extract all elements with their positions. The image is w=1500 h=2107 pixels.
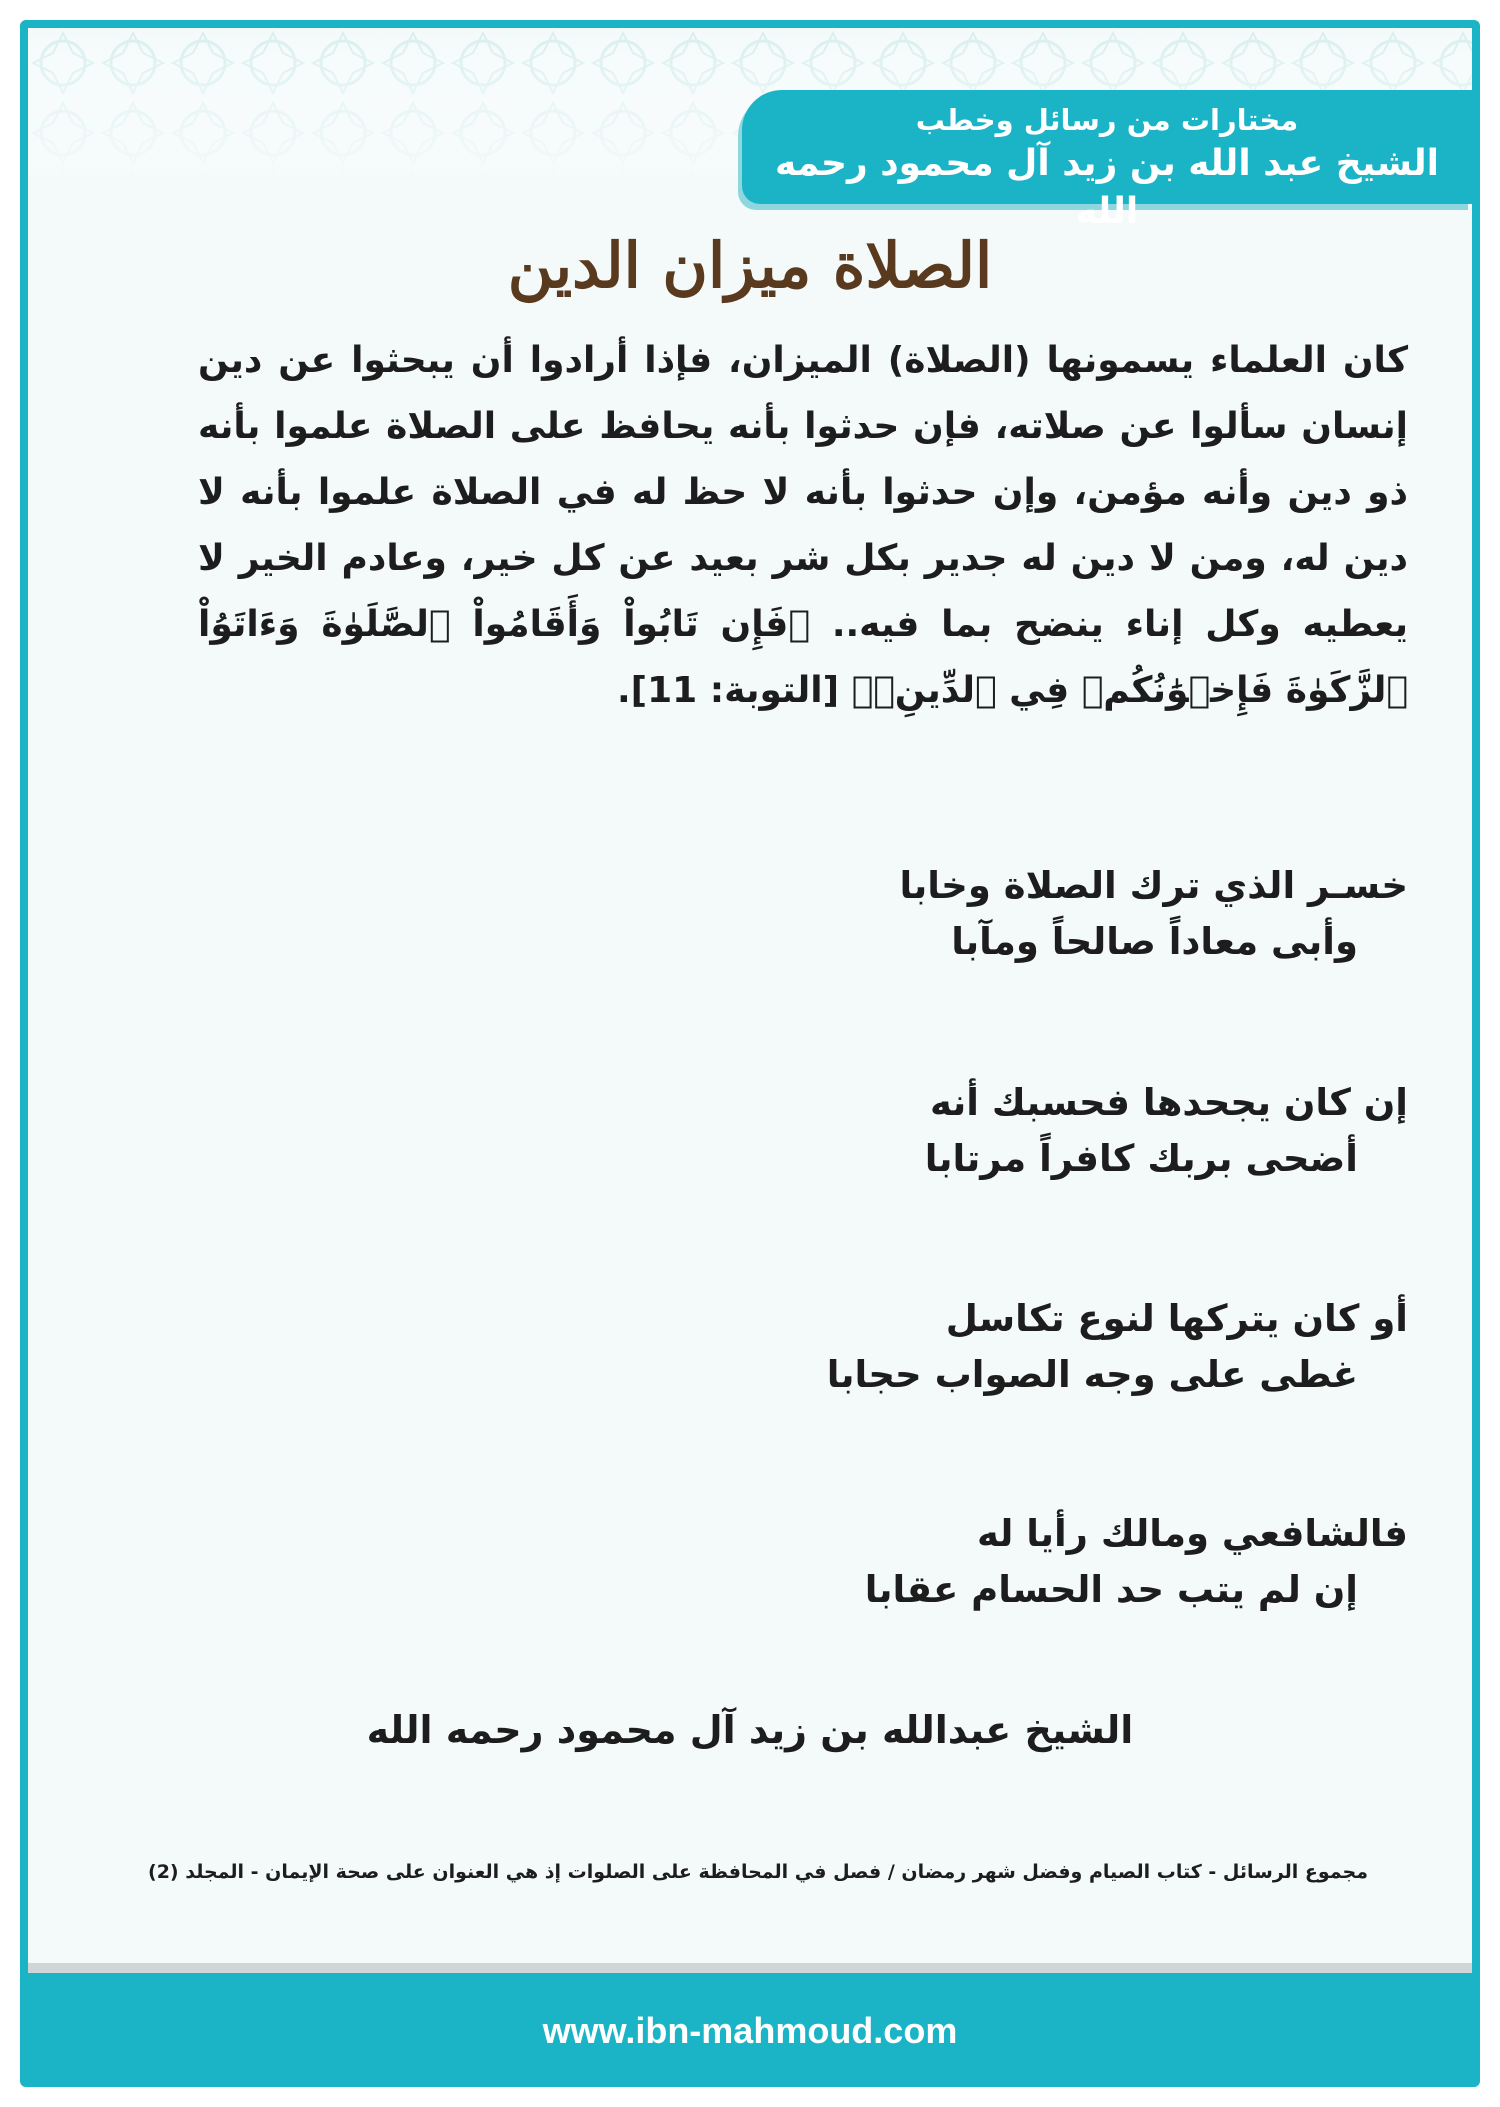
poem-verse-2 [408,1075,1408,1187]
website-link[interactable]: www.ibn-mahmoud.com [542,2010,958,2051]
header-author: الشيخ عبد الله بن زيد آل محمود رحمه الله [775,143,1439,232]
author-signature: الشيخ عبدالله بن زيد آل محمود رحمه الله [366,1708,1134,1752]
page-frame [20,20,1480,2087]
content-sheet [28,28,1472,1963]
verse-first-half: إن كان يجحدها فحسبك أنه [929,1081,1408,1124]
header-banner [742,90,1472,232]
poem-verse-1 [408,858,1408,970]
verse-second-half: إن لم يتب حد الحسام عقابا [864,1568,1358,1611]
header-subtitle: مختارات من رسائل وخطب [915,103,1299,137]
poem-verse-3 [408,1291,1408,1403]
poem-verse-4 [408,1506,1408,1618]
verse-second-half: وأبى معاداً صالحاً ومآبا [951,920,1358,963]
verse-second-half: أضحى بربك كافراً مرتابا [924,1137,1358,1180]
verse-first-half: أو كان يتركها لنوع تكاسل [945,1297,1408,1340]
body-paragraph: كان العلماء يسمونها (الصلاة) الميزان، فإذا أرادوا أن يبحثوا عن دين إنسان سألوا عن صلاته، فإن حدثوا بأنه يحافظ على الصلاة علموا بأنه ذو دين وأنه مؤمن، وإن حدثوا بأنه لا حظ له في الصلاة علموا بأنه لا دين له، ومن لا دين له جدير بكل شر بعيد عن كل خير، وعادم الخير لا يعطيه وكل إناء ينضح بما فيه.. ﴿فَإِن تَابُواْ وَأَقَامُواْ ٱلصَّلَوٰةَ وَءَاتَوُاْ ٱلزَّكَوٰةَ فَإِخۡوَٰنُكُمۡ فِي ٱلدِّينِۗ﴾ [التوبة: 11]. [198,340,1408,711]
page-title: الصلاة ميزان الدين [507,229,993,302]
source-footnote: مجموع الرسائل - كتاب الصيام وفضل شهر رمضان / فصل في المحافظة على الصلوات إذ هي العنوان على صحة الإيمان - المجلد (2) [148,1861,1368,1883]
verse-first-half: خسـر الذي ترك الصلاة وخابا [899,864,1408,907]
verse-first-half: فالشافعي ومالك رأيا له [977,1512,1408,1555]
verse-second-half: غطى على وجه الصواب حجابا [826,1353,1358,1396]
sheet-shadow [28,1963,1472,1973]
